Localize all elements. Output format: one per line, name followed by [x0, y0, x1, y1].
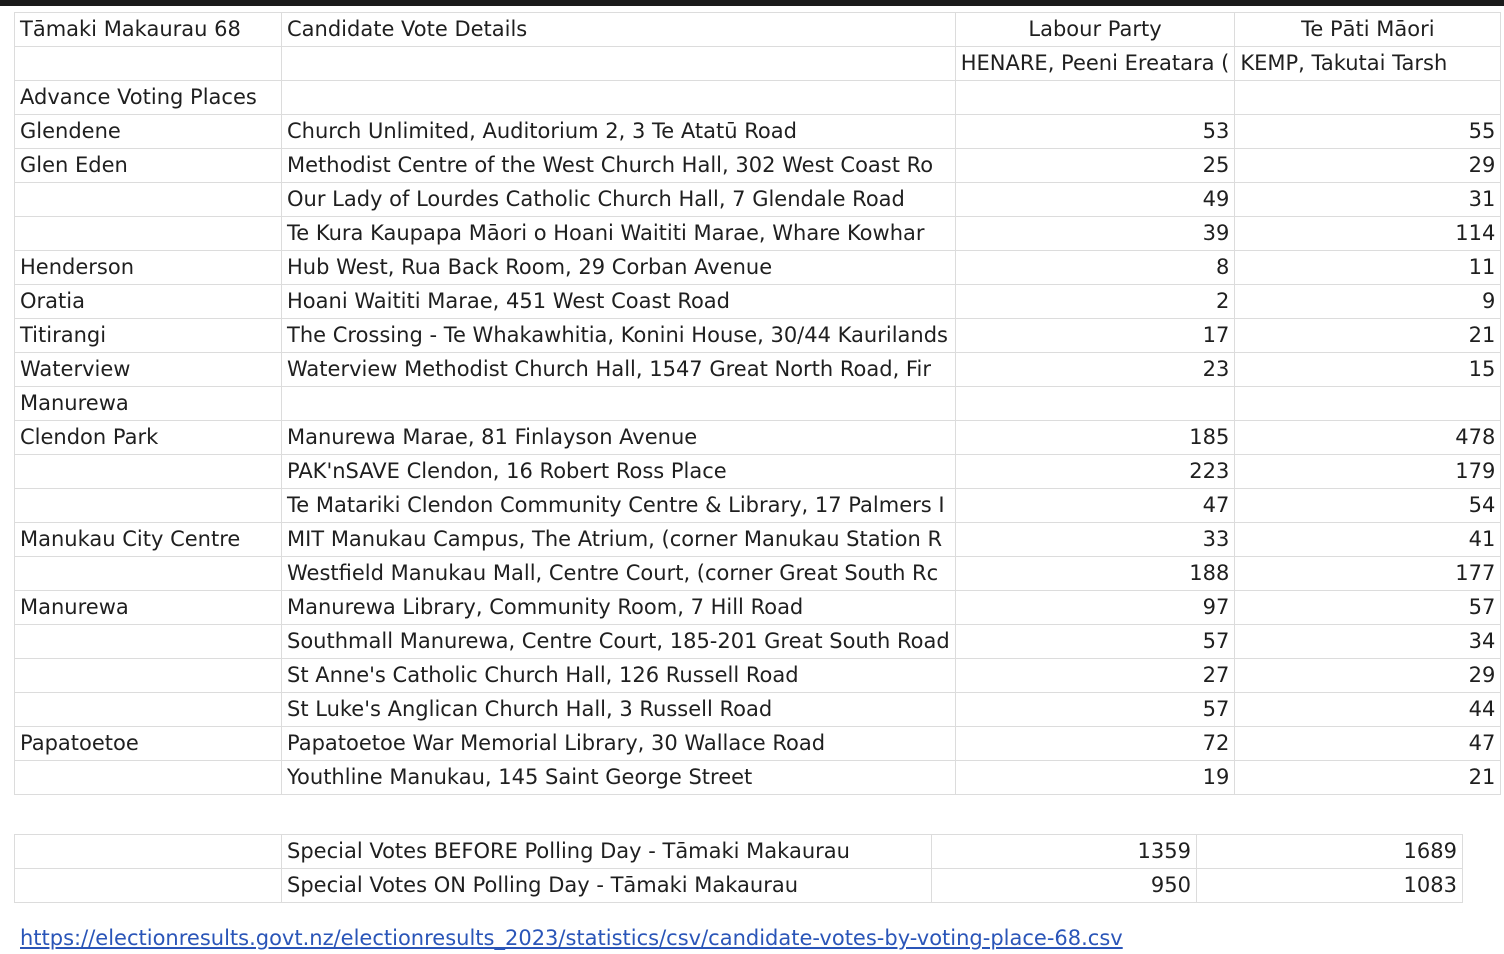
- special-votes-table: [14, 834, 1463, 903]
- maori-votes-cell[interactable]: 57: [1235, 591, 1501, 625]
- labour-votes-cell[interactable]: 1359: [932, 835, 1197, 869]
- area-cell[interactable]: Titirangi: [15, 319, 282, 353]
- place-cell[interactable]: Manurewa Marae, 81 Finlayson Avenue: [282, 421, 956, 455]
- area-cell[interactable]: [15, 183, 282, 217]
- table-row: [15, 761, 1501, 795]
- maori-votes-cell[interactable]: 1083: [1197, 869, 1463, 903]
- labour-votes-cell[interactable]: 185: [955, 421, 1235, 455]
- maori-votes-cell[interactable]: 44: [1235, 693, 1501, 727]
- votes-table: [14, 12, 1501, 795]
- labour-votes-cell[interactable]: 950: [932, 869, 1197, 903]
- header-row: [15, 13, 1501, 47]
- labour-votes-cell[interactable]: [955, 387, 1235, 421]
- candidate-row: [15, 47, 1501, 81]
- labour-votes-cell[interactable]: 49: [955, 183, 1235, 217]
- top-border: [0, 0, 1504, 6]
- labour-votes-cell[interactable]: 57: [955, 693, 1235, 727]
- candidate1-cell[interactable]: HENARE, Peeni Ereatara (: [955, 47, 1235, 81]
- empty-cell[interactable]: [15, 835, 282, 869]
- place-cell[interactable]: Hoani Waititi Marae, 451 West Coast Road: [282, 285, 956, 319]
- maori-votes-cell[interactable]: 21: [1235, 319, 1501, 353]
- labour-votes-cell[interactable]: 2: [955, 285, 1235, 319]
- empty-cell[interactable]: [282, 81, 956, 115]
- area-cell[interactable]: Henderson: [15, 251, 282, 285]
- labour-votes-cell[interactable]: 188: [955, 557, 1235, 591]
- table-row: [15, 523, 1501, 557]
- labour-votes-cell[interactable]: 57: [955, 625, 1235, 659]
- maori-votes-cell[interactable]: 9: [1235, 285, 1501, 319]
- empty-cell[interactable]: [15, 869, 282, 903]
- area-cell[interactable]: Manurewa: [15, 591, 282, 625]
- special-votes-body: [15, 835, 1463, 903]
- place-cell[interactable]: Methodist Centre of the West Church Hall, 302 West Coast Ro: [282, 149, 956, 183]
- table-row: [15, 353, 1501, 387]
- party2-cell[interactable]: Te Pāti Māori: [1235, 13, 1501, 47]
- place-cell[interactable]: PAK'nSAVE Clendon, 16 Robert Ross Place: [282, 455, 956, 489]
- area-cell[interactable]: [15, 659, 282, 693]
- maori-votes-cell[interactable]: 55: [1235, 115, 1501, 149]
- place-cell[interactable]: Youthline Manukau, 145 Saint George Street: [282, 761, 956, 795]
- table-row: [15, 591, 1501, 625]
- place-cell[interactable]: Church Unlimited, Auditorium 2, 3 Te Atatū Road: [282, 115, 956, 149]
- labour-votes-cell[interactable]: 17: [955, 319, 1235, 353]
- table-row: [15, 659, 1501, 693]
- special-label-cell[interactable]: Special Votes BEFORE Polling Day - Tāmaki Makaurau: [282, 835, 932, 869]
- area-cell[interactable]: [15, 489, 282, 523]
- table-row: [15, 557, 1501, 591]
- place-cell[interactable]: Te Matariki Clendon Community Centre & Library, 17 Palmers I: [282, 489, 956, 523]
- maori-votes-cell[interactable]: 1689: [1197, 835, 1463, 869]
- maori-votes-cell[interactable]: 114: [1235, 217, 1501, 251]
- place-cell[interactable]: St Luke's Anglican Church Hall, 3 Russell Road: [282, 693, 956, 727]
- place-cell[interactable]: Hub West, Rua Back Room, 29 Corban Avenue: [282, 251, 956, 285]
- maori-votes-cell[interactable]: 34: [1235, 625, 1501, 659]
- labour-votes-cell[interactable]: 33: [955, 523, 1235, 557]
- table-row: [15, 319, 1501, 353]
- maori-votes-cell[interactable]: 31: [1235, 183, 1501, 217]
- area-cell[interactable]: Papatoetoe: [15, 727, 282, 761]
- area-cell[interactable]: [15, 557, 282, 591]
- table-row: [15, 489, 1501, 523]
- area-cell[interactable]: Glen Eden: [15, 149, 282, 183]
- labour-votes-cell[interactable]: 25: [955, 149, 1235, 183]
- place-cell[interactable]: MIT Manukau Campus, The Atrium, (corner Manukau Station R: [282, 523, 956, 557]
- table-row: [15, 285, 1501, 319]
- place-cell[interactable]: Westfield Manukau Mall, Centre Court, (corner Great South Rc: [282, 557, 956, 591]
- table-row: [15, 421, 1501, 455]
- place-cell[interactable]: Papatoetoe War Memorial Library, 30 Wallace Road: [282, 727, 956, 761]
- empty-cell[interactable]: [15, 47, 282, 81]
- area-cell[interactable]: [15, 693, 282, 727]
- table-row: [15, 217, 1501, 251]
- area-cell[interactable]: [15, 761, 282, 795]
- area-cell[interactable]: Manukau City Centre: [15, 523, 282, 557]
- area-cell[interactable]: [15, 625, 282, 659]
- table-row: [15, 183, 1501, 217]
- source-link[interactable]: https://electionresults.govt.nz/electionresults_2023/statistics/csv/candidate-votes-by-voting-place-68.csv: [20, 926, 1123, 950]
- maori-votes-cell[interactable]: 11: [1235, 251, 1501, 285]
- labour-votes-cell[interactable]: 97: [955, 591, 1235, 625]
- area-cell[interactable]: Clendon Park: [15, 421, 282, 455]
- place-cell[interactable]: Te Kura Kaupapa Māori o Hoani Waititi Marae, Whare Kowhar: [282, 217, 956, 251]
- empty-cell[interactable]: [282, 47, 956, 81]
- details-label-cell[interactable]: Candidate Vote Details: [282, 13, 956, 47]
- empty-cell[interactable]: [1235, 81, 1501, 115]
- candidate2-cell[interactable]: KEMP, Takutai Tarsh: [1235, 47, 1501, 81]
- labour-votes-cell[interactable]: 47: [955, 489, 1235, 523]
- party1-cell[interactable]: Labour Party: [955, 13, 1235, 47]
- section-label-cell[interactable]: Advance Voting Places: [15, 81, 282, 115]
- electorate-cell[interactable]: Tāmaki Makaurau 68: [15, 13, 282, 47]
- table-row: [15, 693, 1501, 727]
- table-row: [15, 251, 1501, 285]
- empty-cell[interactable]: [955, 81, 1235, 115]
- labour-votes-cell[interactable]: 72: [955, 727, 1235, 761]
- table-row: [15, 727, 1501, 761]
- special-votes-row: [15, 869, 1463, 903]
- area-cell[interactable]: [15, 455, 282, 489]
- area-cell[interactable]: Waterview: [15, 353, 282, 387]
- place-cell[interactable]: Waterview Methodist Church Hall, 1547 Great North Road, Fir: [282, 353, 956, 387]
- maori-votes-cell[interactable]: 179: [1235, 455, 1501, 489]
- maori-votes-cell[interactable]: 41: [1235, 523, 1501, 557]
- maori-votes-cell[interactable]: 177: [1235, 557, 1501, 591]
- place-cell[interactable]: Our Lady of Lourdes Catholic Church Hall, 7 Glendale Road: [282, 183, 956, 217]
- labour-votes-cell[interactable]: 39: [955, 217, 1235, 251]
- table-row: [15, 115, 1501, 149]
- place-cell[interactable]: St Anne's Catholic Church Hall, 126 Russell Road: [282, 659, 956, 693]
- votes-table-body: [15, 13, 1501, 795]
- labour-votes-cell[interactable]: 8: [955, 251, 1235, 285]
- area-cell[interactable]: Oratia: [15, 285, 282, 319]
- place-cell[interactable]: Manurewa Library, Community Room, 7 Hill Road: [282, 591, 956, 625]
- labour-votes-cell[interactable]: 27: [955, 659, 1235, 693]
- labour-votes-cell[interactable]: 23: [955, 353, 1235, 387]
- maori-votes-cell[interactable]: 54: [1235, 489, 1501, 523]
- table-row: [15, 387, 1501, 421]
- table-row: [15, 625, 1501, 659]
- section-row: [15, 81, 1501, 115]
- special-votes-row: [15, 835, 1463, 869]
- area-cell[interactable]: Glendene: [15, 115, 282, 149]
- labour-votes-cell[interactable]: 223: [955, 455, 1235, 489]
- maori-votes-cell[interactable]: 15: [1235, 353, 1501, 387]
- maori-votes-cell[interactable]: [1235, 387, 1501, 421]
- table-row: [15, 455, 1501, 489]
- labour-votes-cell[interactable]: 19: [955, 761, 1235, 795]
- area-cell[interactable]: Manurewa: [15, 387, 282, 421]
- maori-votes-cell[interactable]: 29: [1235, 149, 1501, 183]
- table-row: [15, 149, 1501, 183]
- maori-votes-cell[interactable]: 29: [1235, 659, 1501, 693]
- results-sheet: [14, 12, 1501, 795]
- maori-votes-cell[interactable]: 478: [1235, 421, 1501, 455]
- place-cell[interactable]: [282, 387, 956, 421]
- special-votes-sheet: [14, 834, 1463, 903]
- area-cell[interactable]: [15, 217, 282, 251]
- place-cell[interactable]: Southmall Manurewa, Centre Court, 185-201 Great South Road: [282, 625, 956, 659]
- maori-votes-cell[interactable]: 47: [1235, 727, 1501, 761]
- maori-votes-cell[interactable]: 21: [1235, 761, 1501, 795]
- place-cell[interactable]: The Crossing - Te Whakawhitia, Konini House, 30/44 Kaurilands: [282, 319, 956, 353]
- special-label-cell[interactable]: Special Votes ON Polling Day - Tāmaki Makaurau: [282, 869, 932, 903]
- labour-votes-cell[interactable]: 53: [955, 115, 1235, 149]
